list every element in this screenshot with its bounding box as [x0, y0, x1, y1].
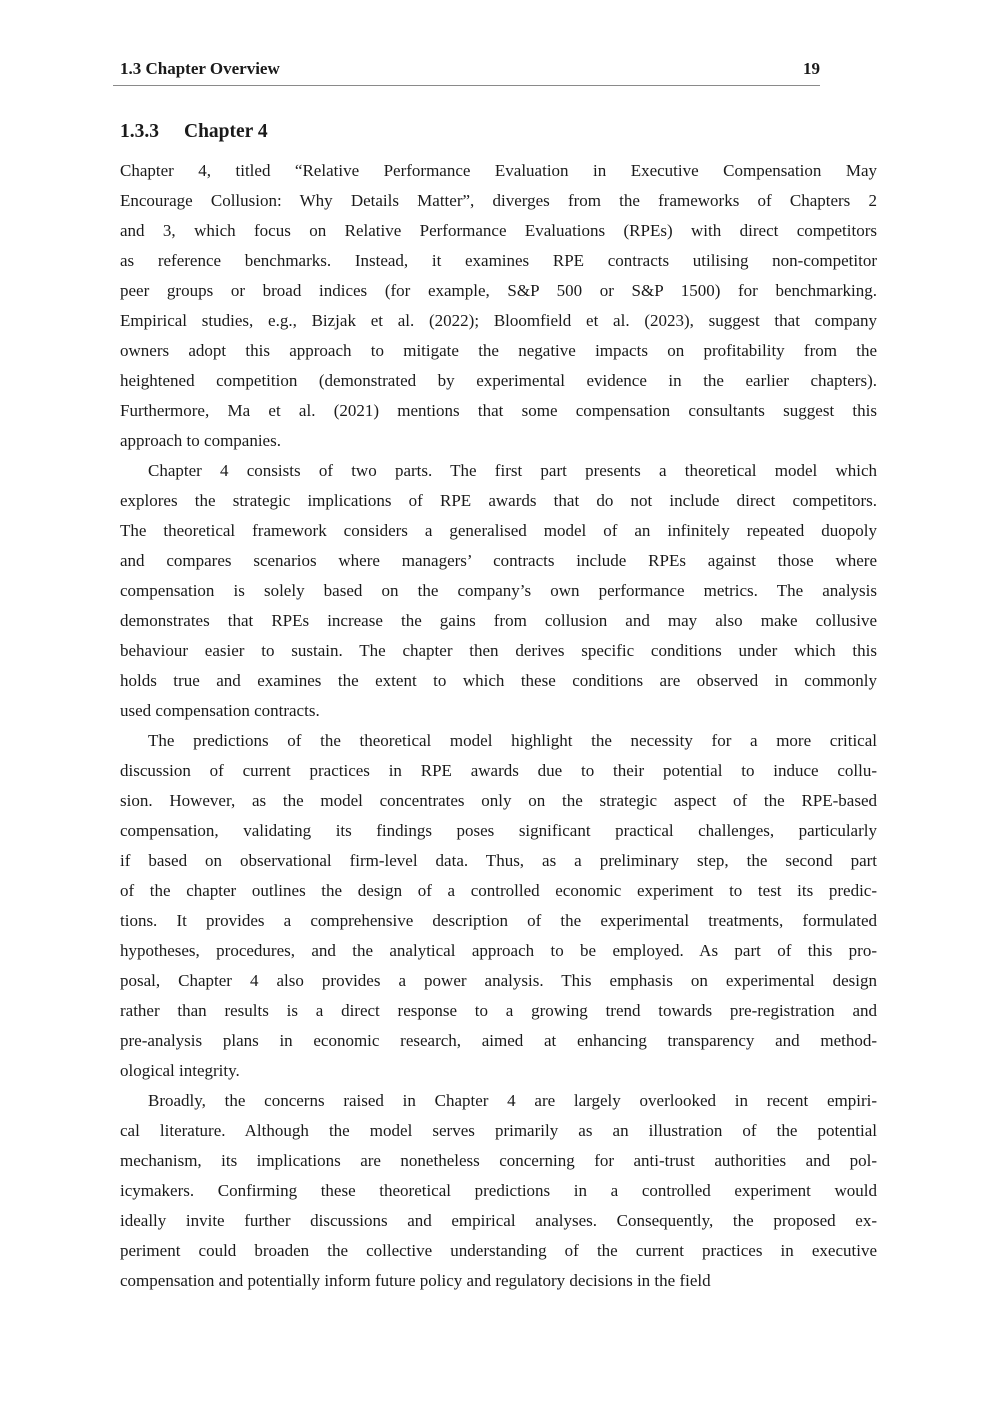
text-line: tions. It provides a comprehensive description of the experimental treatments, formulated: [120, 911, 877, 930]
text-line: ological integrity.: [120, 1061, 240, 1080]
section-title: Chapter 4: [184, 121, 268, 142]
text-line: Empirical studies, e.g., Bizjak et al. (2022); Bloomfield et al. (2023), suggest that company: [120, 311, 877, 330]
text-line: behaviour easier to sustain. The chapter then derives specific conditions under which this: [120, 641, 877, 660]
text-line: approach to companies.: [120, 431, 281, 450]
text-line: Encourage Collusion: Why Details Matter”, diverges from the frameworks of Chapters 2: [120, 191, 877, 210]
paragraph: [120, 1086, 877, 1296]
text-line: mechanism, its implications are nonetheless concerning for anti-trust authorities and pol-: [120, 1151, 877, 1170]
text-line: sion. However, as the model concentrates only on the strategic aspect of the RPE-based: [120, 791, 877, 810]
text-line: of the chapter outlines the design of a controlled economic experiment to test its predic-: [120, 881, 877, 900]
text-line: Broadly, the concerns raised in Chapter 4 are largely overlooked in recent empiri-: [148, 1091, 877, 1110]
text-line: icymakers. Confirming these theoretical predictions in a controlled experiment would: [120, 1181, 877, 1200]
text-line: peer groups or broad indices (for example, S&P 500 or S&P 1500) for benchmarking.: [120, 281, 877, 300]
text-line: The theoretical framework considers a generalised model of an infinitely repeated duopoly: [120, 521, 877, 540]
section-heading: [120, 119, 877, 145]
text-line: used compensation contracts.: [120, 701, 320, 720]
page-number: 19: [803, 59, 820, 78]
text-line: ideally invite further discussions and empirical analyses. Consequently, the proposed ex-: [120, 1211, 877, 1230]
running-header-title: 1.3 Chapter Overview: [120, 59, 280, 78]
text-line: and compares scenarios where managers’ contracts include RPEs against those where: [120, 551, 877, 570]
text-line: cal literature. Although the model serves primarily as an illustration of the potential: [120, 1121, 877, 1140]
text-line: holds true and examines the extent to which these conditions are observed in commonly: [120, 671, 877, 690]
paragraph: [120, 726, 877, 1086]
text-line: if based on observational firm-level data. Thus, as a preliminary step, the second part: [120, 851, 877, 870]
paragraph: [120, 456, 877, 726]
text-line: heightened competition (demonstrated by experimental evidence in the earlier chapters).: [120, 371, 877, 390]
text-line: compensation and potentially inform future policy and regulatory decisions in the field: [120, 1271, 711, 1290]
paragraph: [120, 156, 877, 456]
text-line: Chapter 4 consists of two parts. The first part presents a theoretical model which: [148, 461, 877, 480]
text-line: The predictions of the theoretical model highlight the necessity for a more critical: [148, 731, 877, 750]
text-line: posal, Chapter 4 also provides a power analysis. This emphasis on experimental design: [120, 971, 877, 990]
text-line: rather than results is a direct response to a growing trend towards pre-registration and: [120, 1001, 877, 1020]
text-line: and 3, which focus on Relative Performance Evaluations (RPEs) with direct competitors: [120, 221, 877, 240]
text-line: pre-analysis plans in economic research, aimed at enhancing transparency and method-: [120, 1031, 877, 1050]
document-body: [120, 156, 877, 1296]
text-line: discussion of current practices in RPE awards due to their potential to induce collu-: [120, 761, 877, 780]
text-line: compensation is solely based on the company’s own performance metrics. The analysis: [120, 581, 877, 600]
text-line: Chapter 4, titled “Relative Performance Evaluation in Executive Compensation May: [120, 161, 877, 180]
text-line: Furthermore, Ma et al. (2021) mentions that some compensation consultants suggest this: [120, 401, 877, 420]
text-line: as reference benchmarks. Instead, it examines RPE contracts utilising non-competitor: [120, 251, 877, 270]
section-number: 1.3.3: [120, 121, 159, 142]
text-line: explores the strategic implications of RPE awards that do not include direct competitors.: [120, 491, 877, 510]
running-header: [113, 58, 820, 86]
text-line: owners adopt this approach to mitigate the negative impacts on profitability from the: [120, 341, 877, 360]
text-line: periment could broaden the collective understanding of the current practices in executive: [120, 1241, 877, 1260]
text-line: demonstrates that RPEs increase the gains from collusion and may also make collusive: [120, 611, 877, 630]
text-line: hypotheses, procedures, and the analytical approach to be employed. As part of this pro-: [120, 941, 877, 960]
text-line: compensation, validating its findings poses significant practical challenges, particularly: [120, 821, 877, 840]
